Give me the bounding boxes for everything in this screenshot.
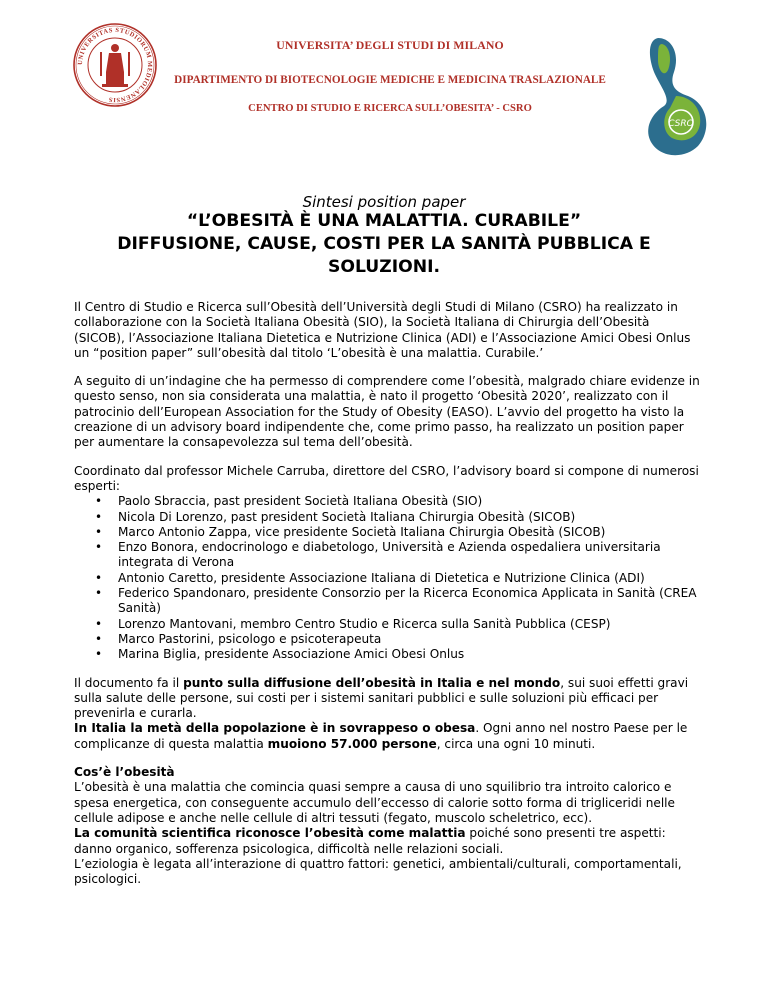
list-item: • Federico Spandonaro, presidente Consorzio per la Ricerca Economica Applicata in Sanità (CREA Sanità) xyxy=(118,586,702,617)
emphasis-text: In Italia la metà della popolazione è in sovrappeso o obesa xyxy=(74,721,476,736)
experts-list xyxy=(74,494,702,662)
doc-title-line-1: “L’OBESITÀ È UNA MALATTIA. CURABILE” xyxy=(186,211,582,231)
paragraph-intro: Il Centro di Studio e Ricerca sull’Obesità dell’Università degli Studi di Milano (CSRO) ha realizzato in collaborazione con la Società Italiana Obesità (SIO), la Società Italiana di Chirurgia dell’Obesità (SICOB), l’Associazione Italiana Dietetica e Nutrizione Clinica (ADI) e l’Associazione Amici Obesi Onlus un “position paper” sull’obesità dal titolo ‘L’obesità è una malattia. Curabile.’ xyxy=(74,300,691,360)
emphasis-text: punto sulla diffusione dell’obesità in Italia e nel mondo xyxy=(183,675,561,690)
list-item: • Antonio Caretto, presidente Associazione Italiana di Dietetica e Nutrizione Clinica (ADI) xyxy=(118,571,702,586)
doc-title xyxy=(90,210,678,279)
list-item: • Paolo Sbraccia, past president Società Italiana Obesità (SIO) xyxy=(118,494,702,509)
centre-name: CENTRO DI STUDIO E RICERCA SULL’OBESITA’ - CSRO xyxy=(248,103,532,114)
list-item: • Enzo Bonora, endocrinologo e diabetologo, Università e Azienda ospedaliera universitaria integrata di Verona xyxy=(118,540,702,571)
logo-text: CSRO xyxy=(668,119,694,129)
university-seal-logo xyxy=(72,22,158,108)
paragraph-project: A seguito di un’indagine che ha permesso di comprendere come l’obesità, malgrado chiare evidenze in questo senso, non sia considerata una malattia, è nato il progetto ‘Obesità 2020’, realizzato con il patrocinio dell’European Association for the Study of Obesity (EASO). L’avvio del progetto ha visto la creazione di un advisory board indipendente che, come primo passo, ha realizzato un position paper per aumentare la consapevolezza sul tema dell’obesità. xyxy=(74,374,700,450)
paragraph-etiology: L’eziologia è legata all’interazione di quattro fattori: genetici, ambientali/culturali, comportamentali, psicologici. xyxy=(74,856,682,887)
section-heading: Cos’è l’obesità xyxy=(74,765,175,780)
paragraph-document-focus: Il documento fa il punto sulla diffusione dell’obesità in Italia e nel mondo, sui suoi effetti gravi sulla salute delle persone, sui costi per i sistemi sanitari pubblici e sulle soluzioni più efficaci per prevenirla e curarla. xyxy=(74,675,689,721)
paragraph-statistics: In Italia la metà della popolazione è in sovrappeso o obesa. Ogni anno nel nostro Paese per le complicanze di questa malattia muoiono 57.000 persone, circa una ogni 10 minuti. xyxy=(74,721,688,751)
list-item: • Marina Biglia, presidente Associazione Amici Obesi Onlus xyxy=(118,647,702,662)
doc-subtitle: Sintesi position paper xyxy=(302,193,466,211)
list-item: • Lorenzo Mantovani, membro Centro Studio e Ricerca sulla Sanità Pubblica (CESP) xyxy=(118,617,702,632)
department-name: DIPARTIMENTO DI BIOTECNOLOGIE MEDICHE E MEDICINA TRASLAZIONALE xyxy=(174,74,606,86)
list-item: • Nicola Di Lorenzo, past president Società Italiana Chirurgia Obesità (SICOB) xyxy=(118,510,702,525)
seal-figure-icon xyxy=(100,44,130,87)
emphasis-text: La comunità scientifica riconosce l’obesità come malattia xyxy=(74,826,466,841)
paragraph-recognition: La comunità scientifica riconosce l’obesità come malattia poiché sono presenti tre aspetti: danno organico, sofferenza psicologica, difficoltà nelle relazioni sociali. xyxy=(74,826,666,856)
doc-body xyxy=(74,300,702,887)
paragraph-advisory-board: Coordinato dal professor Michele Carruba, direttore del CSRO, l’advisory board si compone di numerosi esperti: xyxy=(74,463,699,493)
csro-logo xyxy=(636,34,716,160)
emphasis-text: muoiono 57.000 persone xyxy=(267,736,437,751)
university-name: UNIVERSITA’ DEGLI STUDI DI MILANO xyxy=(276,38,504,52)
paragraph-definition: L’obesità è una malattia che comincia quasi sempre a causa di uno squilibrio tra introito calorico e spesa energetica, con conseguente accumulo dell’eccesso di calorie sotto forma di trigliceridi nelle cellule adipose e anche nelle cellule di altri tessuti (fegato, muscolo scheletrico, ecc). xyxy=(74,780,675,825)
list-item: • Marco Antonio Zappa, vice presidente Società Italiana Chirurgia Obesità (SICOB) xyxy=(118,525,702,540)
list-item: • Marco Pastorini, psicologo e psicoterapeuta xyxy=(118,632,702,647)
seal-text: UNIVERSITAS STUDIORUM MEDIOLANENSIS xyxy=(76,26,154,104)
doc-title-line-2: DIFFUSIONE, CAUSE, COSTI PER LA SANITÀ PUBBLICA E SOLUZIONI. xyxy=(117,234,651,277)
